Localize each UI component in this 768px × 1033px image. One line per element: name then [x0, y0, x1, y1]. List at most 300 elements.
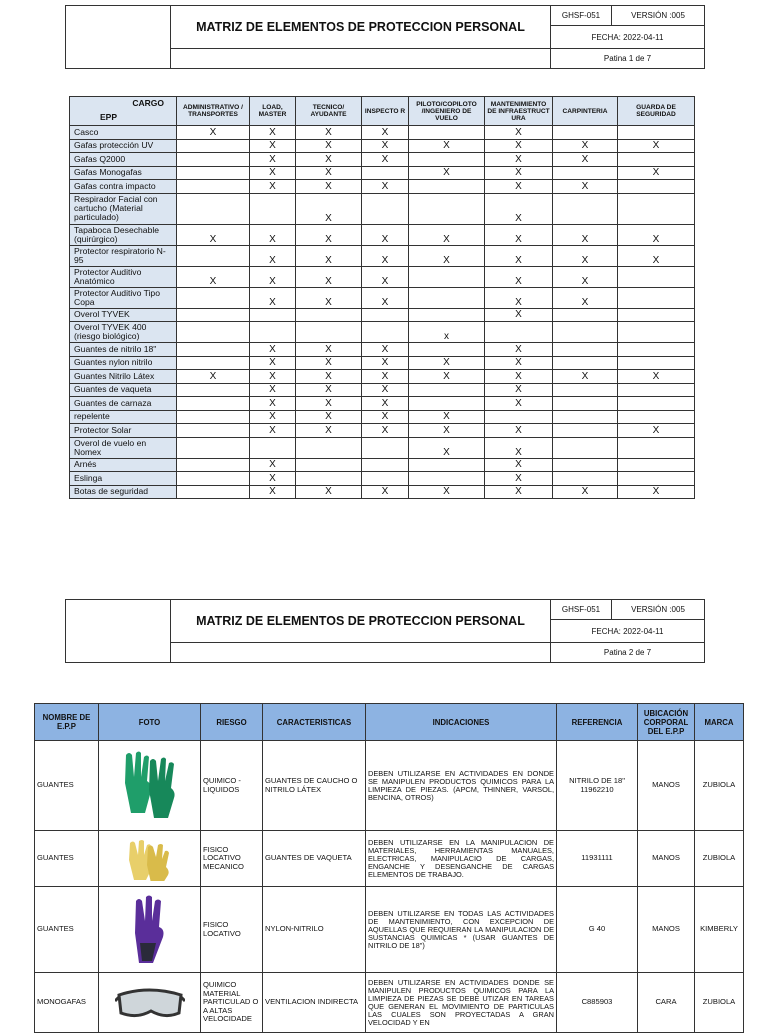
matrix-mark	[553, 383, 618, 397]
matrix-column-header: INSPECTO R	[362, 97, 409, 126]
epp-item-name: Overol TYVEK	[70, 308, 177, 322]
matrix-mark: X	[485, 356, 553, 370]
matrix-mark: X	[177, 224, 250, 245]
epp-item-name: Gafas contra impacto	[70, 180, 177, 194]
matrix-mark	[177, 193, 250, 224]
matrix-mark: X	[485, 437, 553, 458]
matrix-mark: X	[250, 472, 296, 486]
matrix-mark: X	[296, 410, 362, 424]
epp-item-name: Casco	[70, 126, 177, 140]
matrix-mark: X	[485, 397, 553, 411]
matrix-mark: X	[296, 126, 362, 140]
matrix-mark	[250, 193, 296, 224]
matrix-mark	[177, 322, 250, 343]
matrix-mark: X	[618, 166, 695, 180]
table-row	[70, 153, 695, 167]
matrix-mark: X	[362, 287, 409, 308]
matrix-mark	[409, 472, 485, 486]
matrix-mark: X	[485, 370, 553, 384]
matrix-mark: X	[362, 153, 409, 167]
matrix-mark: X	[485, 424, 553, 438]
matrix-mark: X	[485, 153, 553, 167]
matrix-mark	[553, 356, 618, 370]
matrix-mark: X	[250, 287, 296, 308]
features-text: GUANTES DE CAUCHO O NITRILO LÁTEX	[263, 741, 366, 831]
brand-text: ZUBIOLA	[695, 831, 744, 887]
page-number: Patina 1 de 7	[551, 49, 705, 69]
matrix-mark: X	[362, 356, 409, 370]
epp-photo	[99, 741, 201, 831]
matrix-mark: X	[296, 193, 362, 224]
table-row	[70, 458, 695, 472]
matrix-mark	[177, 383, 250, 397]
matrix-mark: X	[250, 424, 296, 438]
matrix-mark: X	[618, 485, 695, 499]
matrix-mark	[618, 180, 695, 194]
matrix-mark: X	[485, 126, 553, 140]
matrix-mark	[177, 472, 250, 486]
matrix-mark	[177, 166, 250, 180]
risk-text: FISICO LOCATIVO MECANICO	[201, 831, 263, 887]
matrix-mark: X	[618, 424, 695, 438]
matrix-mark: X	[485, 343, 553, 357]
table-row	[70, 424, 695, 438]
table-row	[70, 245, 695, 266]
details-column-header: INDICACIONES	[366, 704, 557, 741]
corner-epp-label: EPP	[100, 112, 118, 122]
matrix-mark	[553, 322, 618, 343]
matrix-mark: X	[485, 287, 553, 308]
document-date: FECHA: 2022-04-11	[551, 26, 705, 49]
reference-text: C885903	[557, 973, 638, 1033]
matrix-mark: X	[409, 166, 485, 180]
matrix-mark	[618, 343, 695, 357]
matrix-mark: X	[485, 245, 553, 266]
matrix-mark	[362, 193, 409, 224]
matrix-mark	[485, 410, 553, 424]
matrix-mark: X	[618, 139, 695, 153]
leather-gloves-icon	[101, 837, 198, 881]
details-column-header: FOTO	[99, 704, 201, 741]
body-location-text: CARA	[638, 973, 695, 1033]
matrix-mark: X	[618, 370, 695, 384]
matrix-mark	[618, 322, 695, 343]
matrix-mark: X	[250, 166, 296, 180]
matrix-mark	[296, 437, 362, 458]
matrix-mark	[409, 180, 485, 194]
matrix-mark	[553, 410, 618, 424]
risk-text: QUIMICO MATERIAL PARTICULAD O A ALTAS VELOCIDADE	[201, 973, 263, 1033]
matrix-mark	[177, 287, 250, 308]
epp-item-name: Gafas Q2000	[70, 153, 177, 167]
matrix-mark	[409, 153, 485, 167]
table-row	[70, 193, 695, 224]
goggles-icon	[101, 983, 198, 1023]
matrix-mark	[362, 166, 409, 180]
matrix-mark	[618, 308, 695, 322]
body-location-text: MANOS	[638, 741, 695, 831]
risk-text: FISICO LOCATIVO	[201, 887, 263, 973]
matrix-mark	[250, 308, 296, 322]
details-column-header: NOMBRE DE E.P.P	[35, 704, 99, 741]
matrix-mark: X	[296, 180, 362, 194]
body-location-text: MANOS	[638, 831, 695, 887]
epp-item-name: Arnés	[70, 458, 177, 472]
table-row	[70, 397, 695, 411]
features-text: VENTILACION INDIRECTA	[263, 973, 366, 1033]
matrix-mark: X	[177, 370, 250, 384]
matrix-mark: X	[296, 397, 362, 411]
matrix-mark: X	[485, 383, 553, 397]
instructions-text: DEBEN UTILIZARSE EN LA MANIPULACION DE MATERIALES, HERRAMIENTAS MANUALES, ELECTRICAS, MANIPULACIO DE CARGAS, ENGANCHE Y DESENGANCHE DE CARGAS ELEMENTOS DE TRABAJO.	[366, 831, 557, 887]
matrix-mark: X	[409, 224, 485, 245]
matrix-mark	[553, 437, 618, 458]
matrix-mark: X	[362, 139, 409, 153]
matrix-mark: X	[250, 153, 296, 167]
matrix-mark: X	[250, 356, 296, 370]
table-row	[35, 887, 744, 973]
features-text: GUANTES DE VAQUETA	[263, 831, 366, 887]
matrix-mark: X	[362, 383, 409, 397]
instructions-text: DEBEN UTILIZARSE EN TODAS LAS ACTIVIDADES DE MANTENIMIENTO, CON EXCEPCION DE AQUELLAS QUE REQUIERAN LA MANIPULACION DE SUSTANCIAS QUIMICAS * (USAR GUANTES DE NITRILO DE 18")	[366, 887, 557, 973]
matrix-mark: x	[409, 322, 485, 343]
logo-cell	[66, 6, 171, 69]
matrix-mark: X	[296, 356, 362, 370]
document-date: FECHA: 2022-04-11	[551, 620, 705, 643]
epp-item-name: Guantes nylon nitrilo	[70, 356, 177, 370]
matrix-mark: X	[250, 266, 296, 287]
matrix-mark	[618, 287, 695, 308]
matrix-mark	[618, 266, 695, 287]
matrix-mark	[362, 308, 409, 322]
matrix-mark	[177, 308, 250, 322]
brand-text: KIMBERLY	[695, 887, 744, 973]
matrix-mark: X	[485, 308, 553, 322]
epp-item-name: Protector Auditivo Anatómico	[70, 266, 177, 287]
table-row	[35, 741, 744, 831]
epp-item-name: Guantes de nitrilo 18"	[70, 343, 177, 357]
matrix-mark	[177, 139, 250, 153]
matrix-mark	[250, 322, 296, 343]
matrix-mark: X	[618, 245, 695, 266]
matrix-mark: X	[553, 245, 618, 266]
matrix-mark	[362, 322, 409, 343]
instructions-text: DEBEN UTILIZARSE EN ACTIVIDADES DONDE SE MANIPULEN PRODUCTOS QUIMICOS PARA LA LIMPIEZA DE PIEZAS SE DEBE UTIZAR EN TAREAS QUE GENERAN EL MOVIMIENTO DE PARTICULAS LAS CUALES SON PROYECTADAS A GRAN VELOCIDAD Y EN	[366, 973, 557, 1033]
matrix-mark	[409, 266, 485, 287]
matrix-mark: X	[409, 437, 485, 458]
matrix-mark: X	[296, 370, 362, 384]
document-code: GHSF-051	[551, 600, 612, 620]
matrix-mark	[409, 193, 485, 224]
table-row	[70, 370, 695, 384]
epp-item-name: Gafas protección UV	[70, 139, 177, 153]
matrix-mark: X	[553, 153, 618, 167]
logo-cell	[66, 600, 171, 663]
matrix-mark	[362, 458, 409, 472]
matrix-mark: X	[485, 472, 553, 486]
table-row	[70, 287, 695, 308]
epp-item-name: Protector Solar	[70, 424, 177, 438]
matrix-mark	[177, 458, 250, 472]
matrix-mark	[177, 245, 250, 266]
matrix-mark: X	[362, 370, 409, 384]
matrix-mark	[618, 458, 695, 472]
epp-item-name: Gafas Monogafas	[70, 166, 177, 180]
matrix-mark	[409, 287, 485, 308]
corner-cargo-label: CARGO	[132, 98, 164, 108]
matrix-mark: X	[250, 224, 296, 245]
table-row	[70, 139, 695, 153]
matrix-mark: X	[362, 485, 409, 499]
matrix-mark: X	[250, 343, 296, 357]
matrix-mark	[553, 126, 618, 140]
matrix-mark: X	[250, 180, 296, 194]
matrix-mark	[553, 166, 618, 180]
matrix-mark: X	[250, 485, 296, 499]
matrix-mark	[618, 410, 695, 424]
matrix-mark	[618, 437, 695, 458]
epp-item-name: repelente	[70, 410, 177, 424]
matrix-mark: X	[409, 485, 485, 499]
table-row	[70, 126, 695, 140]
matrix-mark: X	[485, 485, 553, 499]
matrix-mark	[553, 397, 618, 411]
reference-text: G 40	[557, 887, 638, 973]
reference-text: 11931111	[557, 831, 638, 887]
matrix-mark: X	[296, 424, 362, 438]
matrix-mark: X	[177, 266, 250, 287]
matrix-mark: X	[296, 343, 362, 357]
matrix-mark: X	[485, 166, 553, 180]
document-version: VERSIÓN :005	[612, 600, 705, 620]
matrix-mark: X	[296, 287, 362, 308]
matrix-mark	[177, 485, 250, 499]
matrix-column-header: CARPINTERIA	[553, 97, 618, 126]
matrix-mark	[362, 437, 409, 458]
matrix-mark	[553, 308, 618, 322]
matrix-mark	[177, 437, 250, 458]
table-row	[70, 224, 695, 245]
epp-item-name: Eslinga	[70, 472, 177, 486]
matrix-mark	[618, 397, 695, 411]
matrix-mark: X	[409, 424, 485, 438]
page-header-2	[65, 599, 705, 663]
epp-matrix-table	[69, 96, 695, 499]
matrix-mark: X	[485, 180, 553, 194]
details-column-header: MARCA	[695, 704, 744, 741]
matrix-mark: X	[250, 370, 296, 384]
matrix-mark: X	[250, 458, 296, 472]
matrix-mark	[177, 343, 250, 357]
table-row	[70, 343, 695, 357]
brand-text: ZUBIOLA	[695, 973, 744, 1033]
matrix-mark: X	[409, 356, 485, 370]
page-number: Patina 2 de 7	[551, 643, 705, 663]
matrix-mark: X	[618, 224, 695, 245]
document-version: VERSIÓN :005	[612, 6, 705, 26]
matrix-mark: X	[362, 245, 409, 266]
matrix-mark: X	[296, 224, 362, 245]
matrix-mark	[618, 383, 695, 397]
matrix-mark	[177, 424, 250, 438]
epp-name: GUANTES	[35, 741, 99, 831]
matrix-mark	[250, 437, 296, 458]
matrix-mark	[618, 193, 695, 224]
matrix-mark: X	[177, 126, 250, 140]
matrix-column-header: LOAD, MASTER	[250, 97, 296, 126]
risk-text: QUIMICO - LIQUIDOS	[201, 741, 263, 831]
matrix-mark: X	[362, 410, 409, 424]
matrix-mark	[618, 153, 695, 167]
matrix-mark: X	[409, 139, 485, 153]
epp-photo	[99, 887, 201, 973]
matrix-mark	[553, 472, 618, 486]
document-title: MATRIZ DE ELEMENTOS DE PROTECCION PERSONAL	[171, 6, 551, 49]
epp-item-name: Tapaboca Desechable (quirúrgico)	[70, 224, 177, 245]
matrix-mark: X	[362, 224, 409, 245]
matrix-mark: X	[250, 397, 296, 411]
epp-item-name: Guantes de carnaza	[70, 397, 177, 411]
matrix-mark: X	[296, 266, 362, 287]
matrix-mark: X	[485, 193, 553, 224]
matrix-mark	[485, 322, 553, 343]
matrix-mark	[296, 308, 362, 322]
matrix-mark	[177, 356, 250, 370]
matrix-mark: X	[362, 266, 409, 287]
matrix-mark	[618, 472, 695, 486]
epp-details-table	[34, 703, 744, 1033]
matrix-column-header: ADMINISTRATIVO / TRANSPORTES	[177, 97, 250, 126]
table-row	[70, 410, 695, 424]
matrix-mark: X	[250, 139, 296, 153]
table-row	[70, 472, 695, 486]
matrix-mark: X	[296, 245, 362, 266]
matrix-mark	[177, 180, 250, 194]
epp-item-name: Protector Auditivo Tipo Copa	[70, 287, 177, 308]
epp-item-name: Overol TYVEK 400 (riesgo biológico)	[70, 322, 177, 343]
matrix-mark: X	[296, 485, 362, 499]
matrix-mark	[618, 356, 695, 370]
matrix-mark: X	[485, 266, 553, 287]
matrix-mark: X	[553, 224, 618, 245]
matrix-mark	[296, 322, 362, 343]
epp-item-name: Guantes de vaqueta	[70, 383, 177, 397]
matrix-mark: X	[250, 126, 296, 140]
matrix-mark	[409, 383, 485, 397]
matrix-mark: X	[296, 139, 362, 153]
matrix-mark: X	[553, 180, 618, 194]
matrix-mark: X	[409, 410, 485, 424]
table-row	[35, 831, 744, 887]
matrix-mark: X	[250, 410, 296, 424]
details-column-header: UBICACIÓN CORPORAL DEL E.P.P	[638, 704, 695, 741]
table-row	[70, 166, 695, 180]
matrix-column-header: MANTENIMIENTO DE INFRAESTRUCT URA	[485, 97, 553, 126]
matrix-mark: X	[362, 424, 409, 438]
matrix-mark	[296, 472, 362, 486]
matrix-mark	[177, 410, 250, 424]
matrix-mark: X	[362, 343, 409, 357]
matrix-mark: X	[409, 370, 485, 384]
matrix-mark: X	[553, 370, 618, 384]
epp-item-name: Guantes Nitrilo Látex	[70, 370, 177, 384]
table-row	[70, 356, 695, 370]
matrix-mark	[177, 153, 250, 167]
matrix-mark: X	[362, 397, 409, 411]
green-gloves-icon	[101, 749, 198, 823]
matrix-column-header: TECNICO/ AYUDANTE	[296, 97, 362, 126]
matrix-mark: X	[250, 245, 296, 266]
body-location-text: MANOS	[638, 887, 695, 973]
matrix-mark: X	[296, 166, 362, 180]
matrix-mark	[553, 193, 618, 224]
matrix-mark	[553, 424, 618, 438]
table-row	[70, 485, 695, 499]
epp-photo	[99, 831, 201, 887]
matrix-mark	[409, 126, 485, 140]
details-column-header: CARACTERISTICAS	[263, 704, 366, 741]
epp-item-name: Respirador Facial con cartucho (Material particulado)	[70, 193, 177, 224]
details-column-header: REFERENCIA	[557, 704, 638, 741]
matrix-mark	[296, 458, 362, 472]
matrix-mark: X	[553, 266, 618, 287]
matrix-mark: X	[250, 383, 296, 397]
matrix-mark	[553, 343, 618, 357]
matrix-mark	[409, 343, 485, 357]
matrix-column-header: PILOTO/COPILOTO /INGENIERO DE VUELO	[409, 97, 485, 126]
matrix-column-header: GUARDA DE SEGURIDAD	[618, 97, 695, 126]
epp-item-name: Overol de vuelo en Nomex	[70, 437, 177, 458]
matrix-corner-header	[70, 97, 177, 126]
table-row	[70, 383, 695, 397]
matrix-mark: X	[485, 458, 553, 472]
matrix-mark	[177, 397, 250, 411]
document-title: MATRIZ DE ELEMENTOS DE PROTECCION PERSONAL	[171, 600, 551, 643]
features-text: NYLON-NITRILO	[263, 887, 366, 973]
matrix-mark	[409, 308, 485, 322]
matrix-mark: X	[553, 485, 618, 499]
matrix-mark: X	[485, 224, 553, 245]
brand-text: ZUBIOLA	[695, 741, 744, 831]
purple-glove-icon	[101, 893, 198, 967]
table-row	[70, 308, 695, 322]
matrix-mark: X	[553, 287, 618, 308]
matrix-mark: X	[362, 126, 409, 140]
matrix-mark: X	[485, 139, 553, 153]
epp-item-name: Botas de seguridad	[70, 485, 177, 499]
matrix-mark	[362, 472, 409, 486]
details-column-header: RIESGO	[201, 704, 263, 741]
matrix-mark	[409, 397, 485, 411]
epp-item-name: Protector respiratorio N-95	[70, 245, 177, 266]
document-code: GHSF-051	[551, 6, 612, 26]
reference-text: NITRILO DE 18" 11962210	[557, 741, 638, 831]
matrix-mark	[553, 458, 618, 472]
matrix-mark: X	[553, 139, 618, 153]
matrix-mark	[618, 126, 695, 140]
table-row	[70, 437, 695, 458]
epp-name: GUANTES	[35, 831, 99, 887]
matrix-mark: X	[296, 383, 362, 397]
matrix-mark: X	[296, 153, 362, 167]
table-row	[70, 180, 695, 194]
epp-name: GUANTES	[35, 887, 99, 973]
matrix-mark: X	[409, 245, 485, 266]
matrix-mark	[409, 458, 485, 472]
epp-name: MONOGAFAS	[35, 973, 99, 1033]
table-row	[70, 322, 695, 343]
page-header-1	[65, 5, 705, 69]
